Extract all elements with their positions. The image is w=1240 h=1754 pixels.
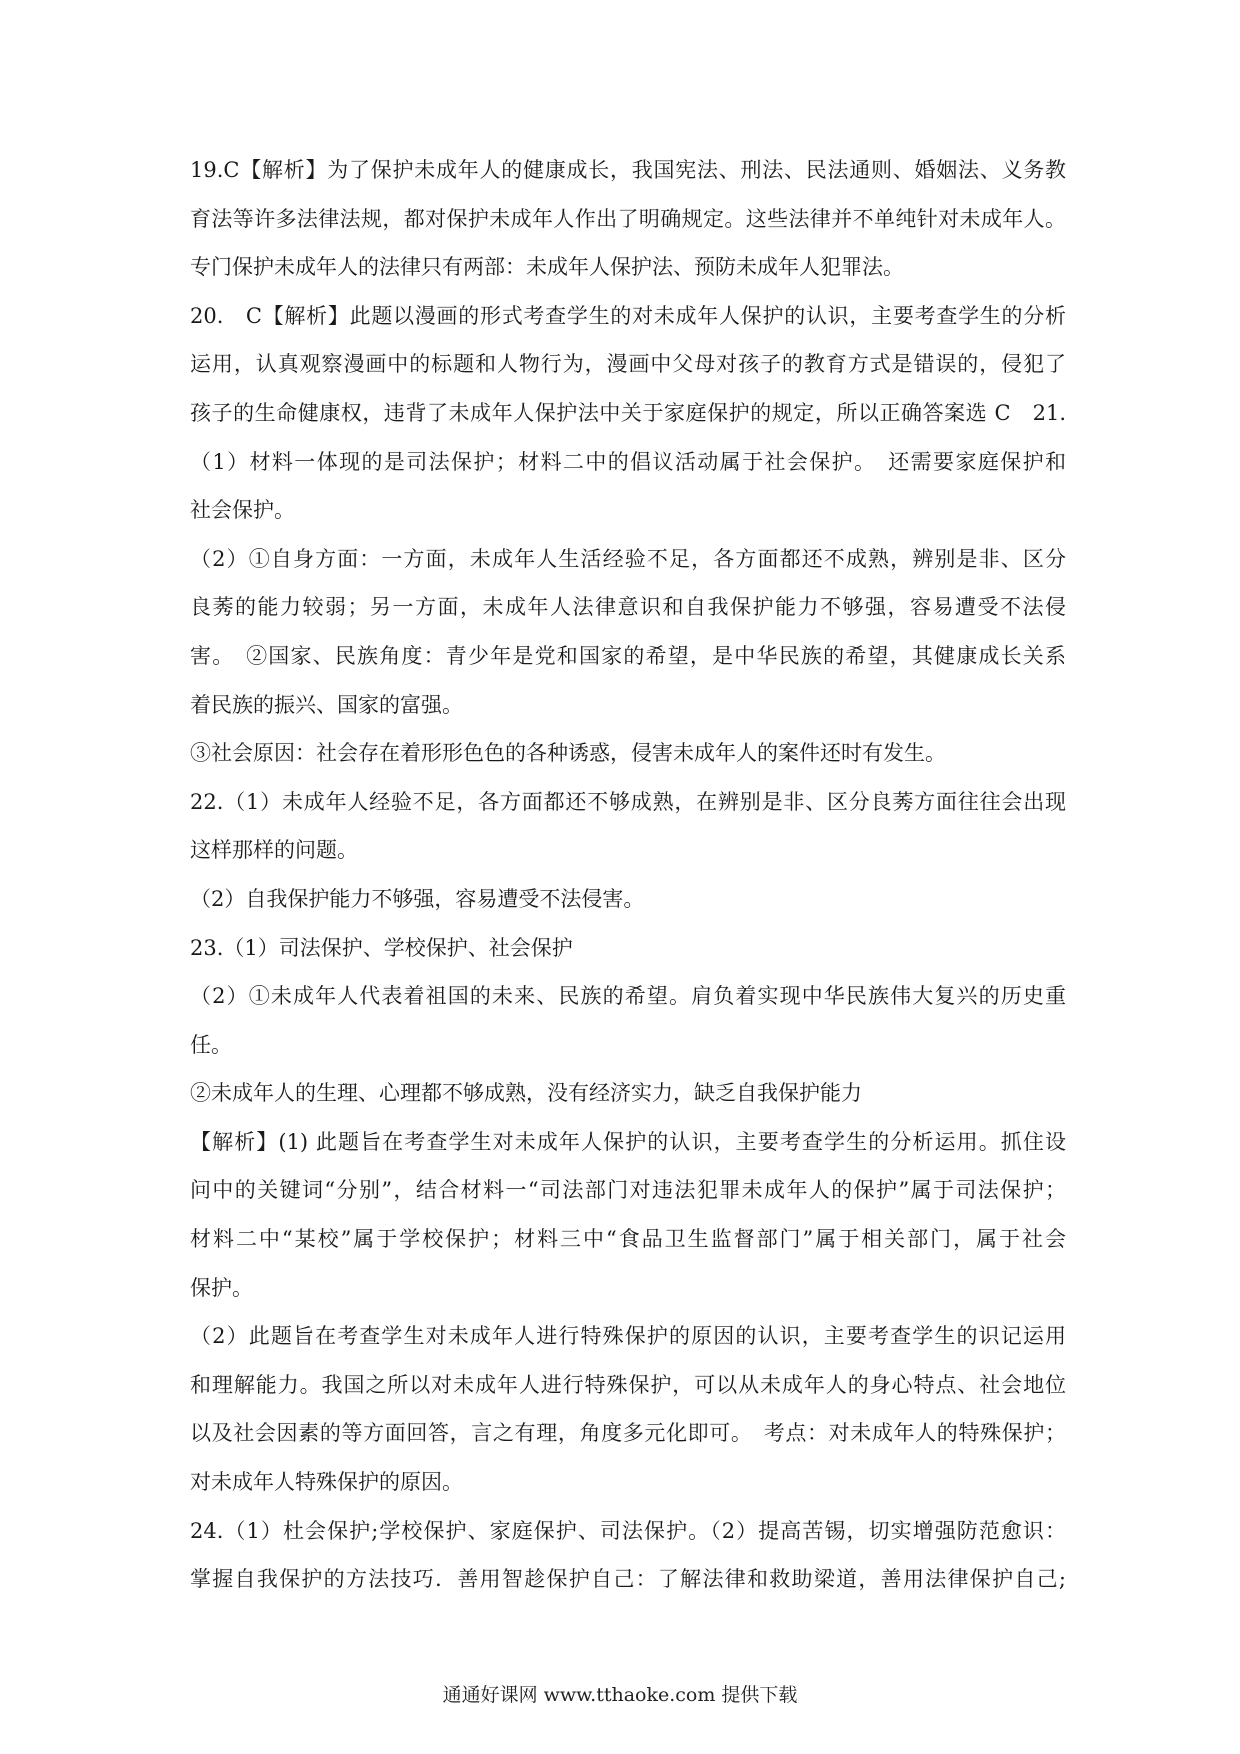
text-line: 保护。 [190,1275,253,1300]
text-line: ②未成年人的生理、心理都不够成熟，没有经济实力，缺乏自我保护能力 [190,1081,862,1106]
text-line: 任。 [190,1032,232,1057]
text-line: 以及社会因素的等方面回答，言之有理，角度多元化即可。 考点：对未成年人的特殊保护； [190,1421,1066,1446]
text-line: 对未成年人特殊保护的原因。 [190,1470,463,1495]
text-line: 22.（1）未成年人经验不足，各方面都还不够成熟，在辨别是非、区分良莠方面往往会出现 [190,789,1066,814]
text-line: 良莠的能力较弱；另一方面，未成年人法律意识和自我保护能力不够强，容易遭受不法侵 [190,595,1066,620]
text-line: 这样那样的问题。 [190,838,358,863]
text-line: 23.（1）司法保护、学校保护、社会保护 [190,935,573,960]
text-line: （2）此题旨在考查学生对未成年人进行特殊保护的原因的认识，主要考查学生的识记运用 [190,1324,1066,1349]
text-line: （1）材料一体现的是司法保护；材料二中的倡议活动属于社会保护。 还需要家庭保护和 [190,449,1066,474]
text-line: ③社会原因：社会存在着形形色色的各种诱惑，侵害未成年人的案件还时有发生。 [190,741,946,766]
text-line: 着民族的振兴、国家的富强。 [190,692,463,717]
text-line: 社会保护。 [190,498,295,523]
text-line: 专门保护未成年人的法律只有两部：未成年人保护法、预防未成年人犯罪法。 [190,255,904,280]
text-line: （2）①自身方面：一方面，未成年人生活经验不足，各方面都还不成熟，辨别是非、区分 [190,546,1066,571]
text-line: 24.（1）杜会保护;学校保护、家庭保护、司法保护。（2）提高苦锡，切实增强防范愈识： [190,1518,1066,1543]
text-line: 育法等许多法律法规，都对保护未成年人作出了明确规定。这些法律并不单纯针对未成年人。 [190,206,1066,231]
text-line: 【解析】(1) 此题旨在考查学生对未成年人保护的认识，主要考查学生的分析运用。抓住设 [190,1129,1066,1154]
text-line: 问中的关键词“分别”，结合材料一“司法部门对违法犯罪未成年人的保护”属于司法保护； [190,1178,1066,1203]
text-line: 运用，认真观察漫画中的标题和人物行为，漫画中父母对孩子的教育方式是错误的，侵犯了 [190,352,1066,377]
text-line: 掌握自我保护的方法技巧．善用智趁保护自己：了解法律和救助梁道，善用法律保护自己; [190,1567,1066,1592]
text-line: （2）①未成年人代表着祖国的未来、民族的希望。肩负着实现中华民族伟大复兴的历史重 [190,984,1066,1009]
answer-text-body [190,158,1066,1616]
text-line: 20. C【解析】此题以漫画的形式考查学生的对未成年人保护的认识，主要考查学生的分析 [190,303,1066,328]
page-footer: 通通好课网 www.tthaoke.com 提供下载 [442,1684,798,1706]
text-line: 和理解能力。我国之所以对未成年人进行特殊保护，可以从未成年人的身心特点、社会地位 [190,1372,1066,1397]
text-line: 孩子的生命健康权，违背了未成年人保护法中关于家庭保护的规定，所以正确答案选 C 21. [190,400,1066,425]
text-line: （2）自我保护能力不够强，容易遭受不法侵害。 [190,886,645,911]
text-line: 19.C【解析】为了保护未成年人的健康成长，我国宪法、刑法、民法通则、婚姻法、义务教 [190,158,1066,182]
text-line: 害。 ②国家、民族角度：青少年是党和国家的希望，是中华民族的希望，其健康成长关系 [190,643,1066,668]
text-line: 材料二中“某校”属于学校保护；材料三中“食品卫生监督部门”属于相关部门，属于社会 [190,1227,1066,1252]
